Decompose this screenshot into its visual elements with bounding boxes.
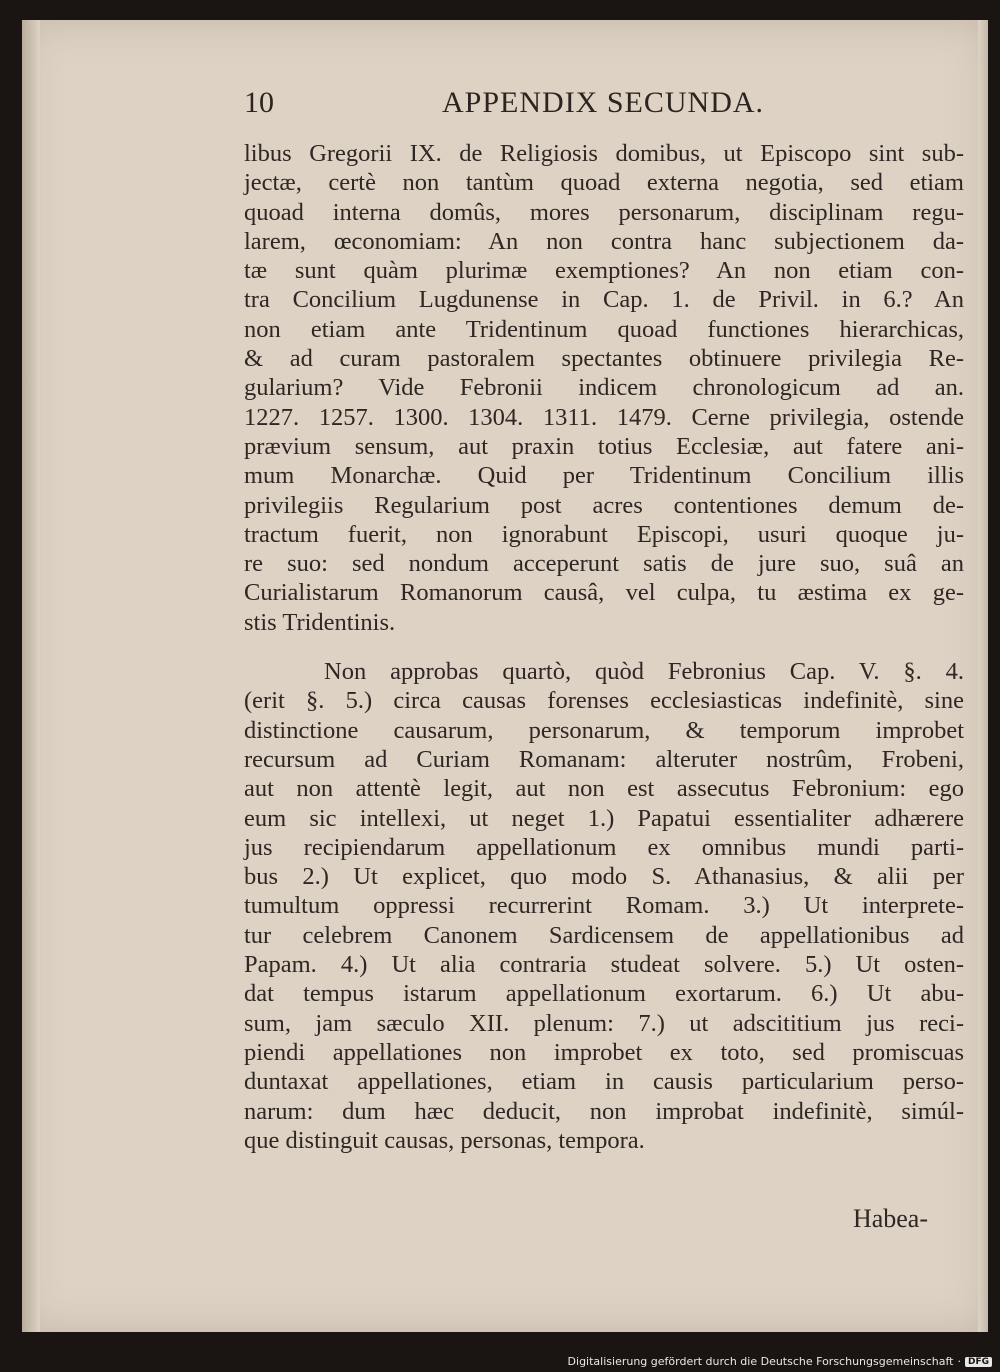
text-line: tractum fuerit, non ignorabunt Episcopi, usuri quoque ju- xyxy=(244,520,964,548)
paragraph-gap xyxy=(244,637,964,657)
text-line: gularium? Vide Febronii indicem chronologicum ad an. xyxy=(244,374,964,402)
text-line: re suo: sed nondum acceperunt satis de jure suo, suâ an xyxy=(244,550,964,578)
separator-dot: · xyxy=(957,1355,961,1368)
text-line: & ad curam pastoralem spectantes obtinuere privilegia Re- xyxy=(244,345,964,373)
paragraph-1 xyxy=(244,139,964,637)
text-line: quoad interna domûs, mores personarum, disciplinam regu- xyxy=(244,198,964,226)
text-line: narum: dum hæc deducit, non improbat indefinitè, simúl- xyxy=(244,1097,964,1125)
text-line: aut non attentè legit, aut non est assecutus Febronium: ego xyxy=(244,775,964,803)
text-line: Non approbas quartò, quòd Febronius Cap. V. §. 4. xyxy=(324,658,964,686)
book-page xyxy=(22,20,988,1332)
page-gutter-shadow xyxy=(22,20,40,1332)
text-line: eum sic intellexi, ut neget 1.) Papatui essentialiter adhærere xyxy=(244,804,964,832)
text-line: duntaxat appellationes, etiam in causis particularium perso- xyxy=(244,1068,964,1096)
page-edge-shadow xyxy=(978,20,988,1332)
text-line: larem, œconomiam: An non contra hanc subjectionem da- xyxy=(244,227,964,255)
text-line: privilegiis Regularium post acres contentiones demum de- xyxy=(244,491,964,519)
text-line: mum Monarchæ. Quid per Tridentinum Concilium illis xyxy=(244,462,964,490)
text-line: prævium sensum, aut praxin totius Ecclesiæ, aut fatere ani- xyxy=(244,432,964,460)
text-line: Papam. 4.) Ut alia contraria studeat solvere. 5.) Ut osten- xyxy=(244,951,964,979)
running-head: APPENDIX SECUNDA. xyxy=(442,86,765,119)
text-line: bus 2.) Ut explicet, quo modo S. Athanasius, & alii per xyxy=(244,863,964,891)
text-line: stis Tridentinis. xyxy=(244,608,396,636)
text-line: libus Gregorii IX. de Religiosis domibus, ut Episcopo sint sub- xyxy=(244,140,964,167)
text-line: sum, jam sæculo XII. plenum: 7.) ut adscititium jus reci- xyxy=(244,1009,964,1037)
text-line: tumultum oppressi recurrerint Romam. 3.) Ut interprete- xyxy=(244,892,964,920)
text-line: distinctione causarum, personarum, & temporum improbet xyxy=(244,716,964,744)
body-text xyxy=(244,139,964,1155)
text-line: non etiam ante Tridentinum quoad functiones hierarchicas, xyxy=(244,315,964,343)
text-line: tur celebrem Canonem Sardicensem de appellationibus ad xyxy=(244,921,964,949)
text-line: jectæ, certè non tantùm quoad externa negotia, sed etiam xyxy=(244,169,964,197)
page-number: 10 xyxy=(244,86,274,119)
text-line: dat tempus istarum appellationum exortarum. 6.) Ut abu- xyxy=(244,980,964,1008)
catchword: Habea- xyxy=(852,1204,928,1233)
text-line: 1227. 1257. 1300. 1304. 1311. 1479. Cerne privilegia, ostende xyxy=(244,403,964,431)
text-line: que distinguit causas, personas, tempora. xyxy=(244,1126,645,1154)
dfg-logo-icon: DFG xyxy=(965,1357,992,1367)
text-line: Curialistarum Romanorum causâ, vel culpa, tu æstima ex ge- xyxy=(244,579,964,607)
paragraph-2 xyxy=(244,657,964,1155)
text-line: tæ sunt quàm plurimæ exemptiones? An non etiam con- xyxy=(244,257,964,285)
text-line: tra Concilium Lugdunense in Cap. 1. de Privil. in 6.? An xyxy=(244,286,964,314)
digitization-credit xyxy=(568,1355,992,1368)
credit-text: Digitalisierung gefördert durch die Deutsche Forschungsgemeinschaft xyxy=(567,1355,954,1368)
text-line: jus recipiendarum appellationum ex omnibus mundi parti- xyxy=(244,833,964,861)
text-line: recursum ad Curiam Romanam: alteruter nostrûm, Frobeni, xyxy=(244,745,964,773)
text-line: piendi appellationes non improbet ex toto, sed promiscuas xyxy=(244,1038,964,1066)
text-line: (erit §. 5.) circa causas forenses ecclesiasticas indefinitè, sine xyxy=(244,687,964,715)
